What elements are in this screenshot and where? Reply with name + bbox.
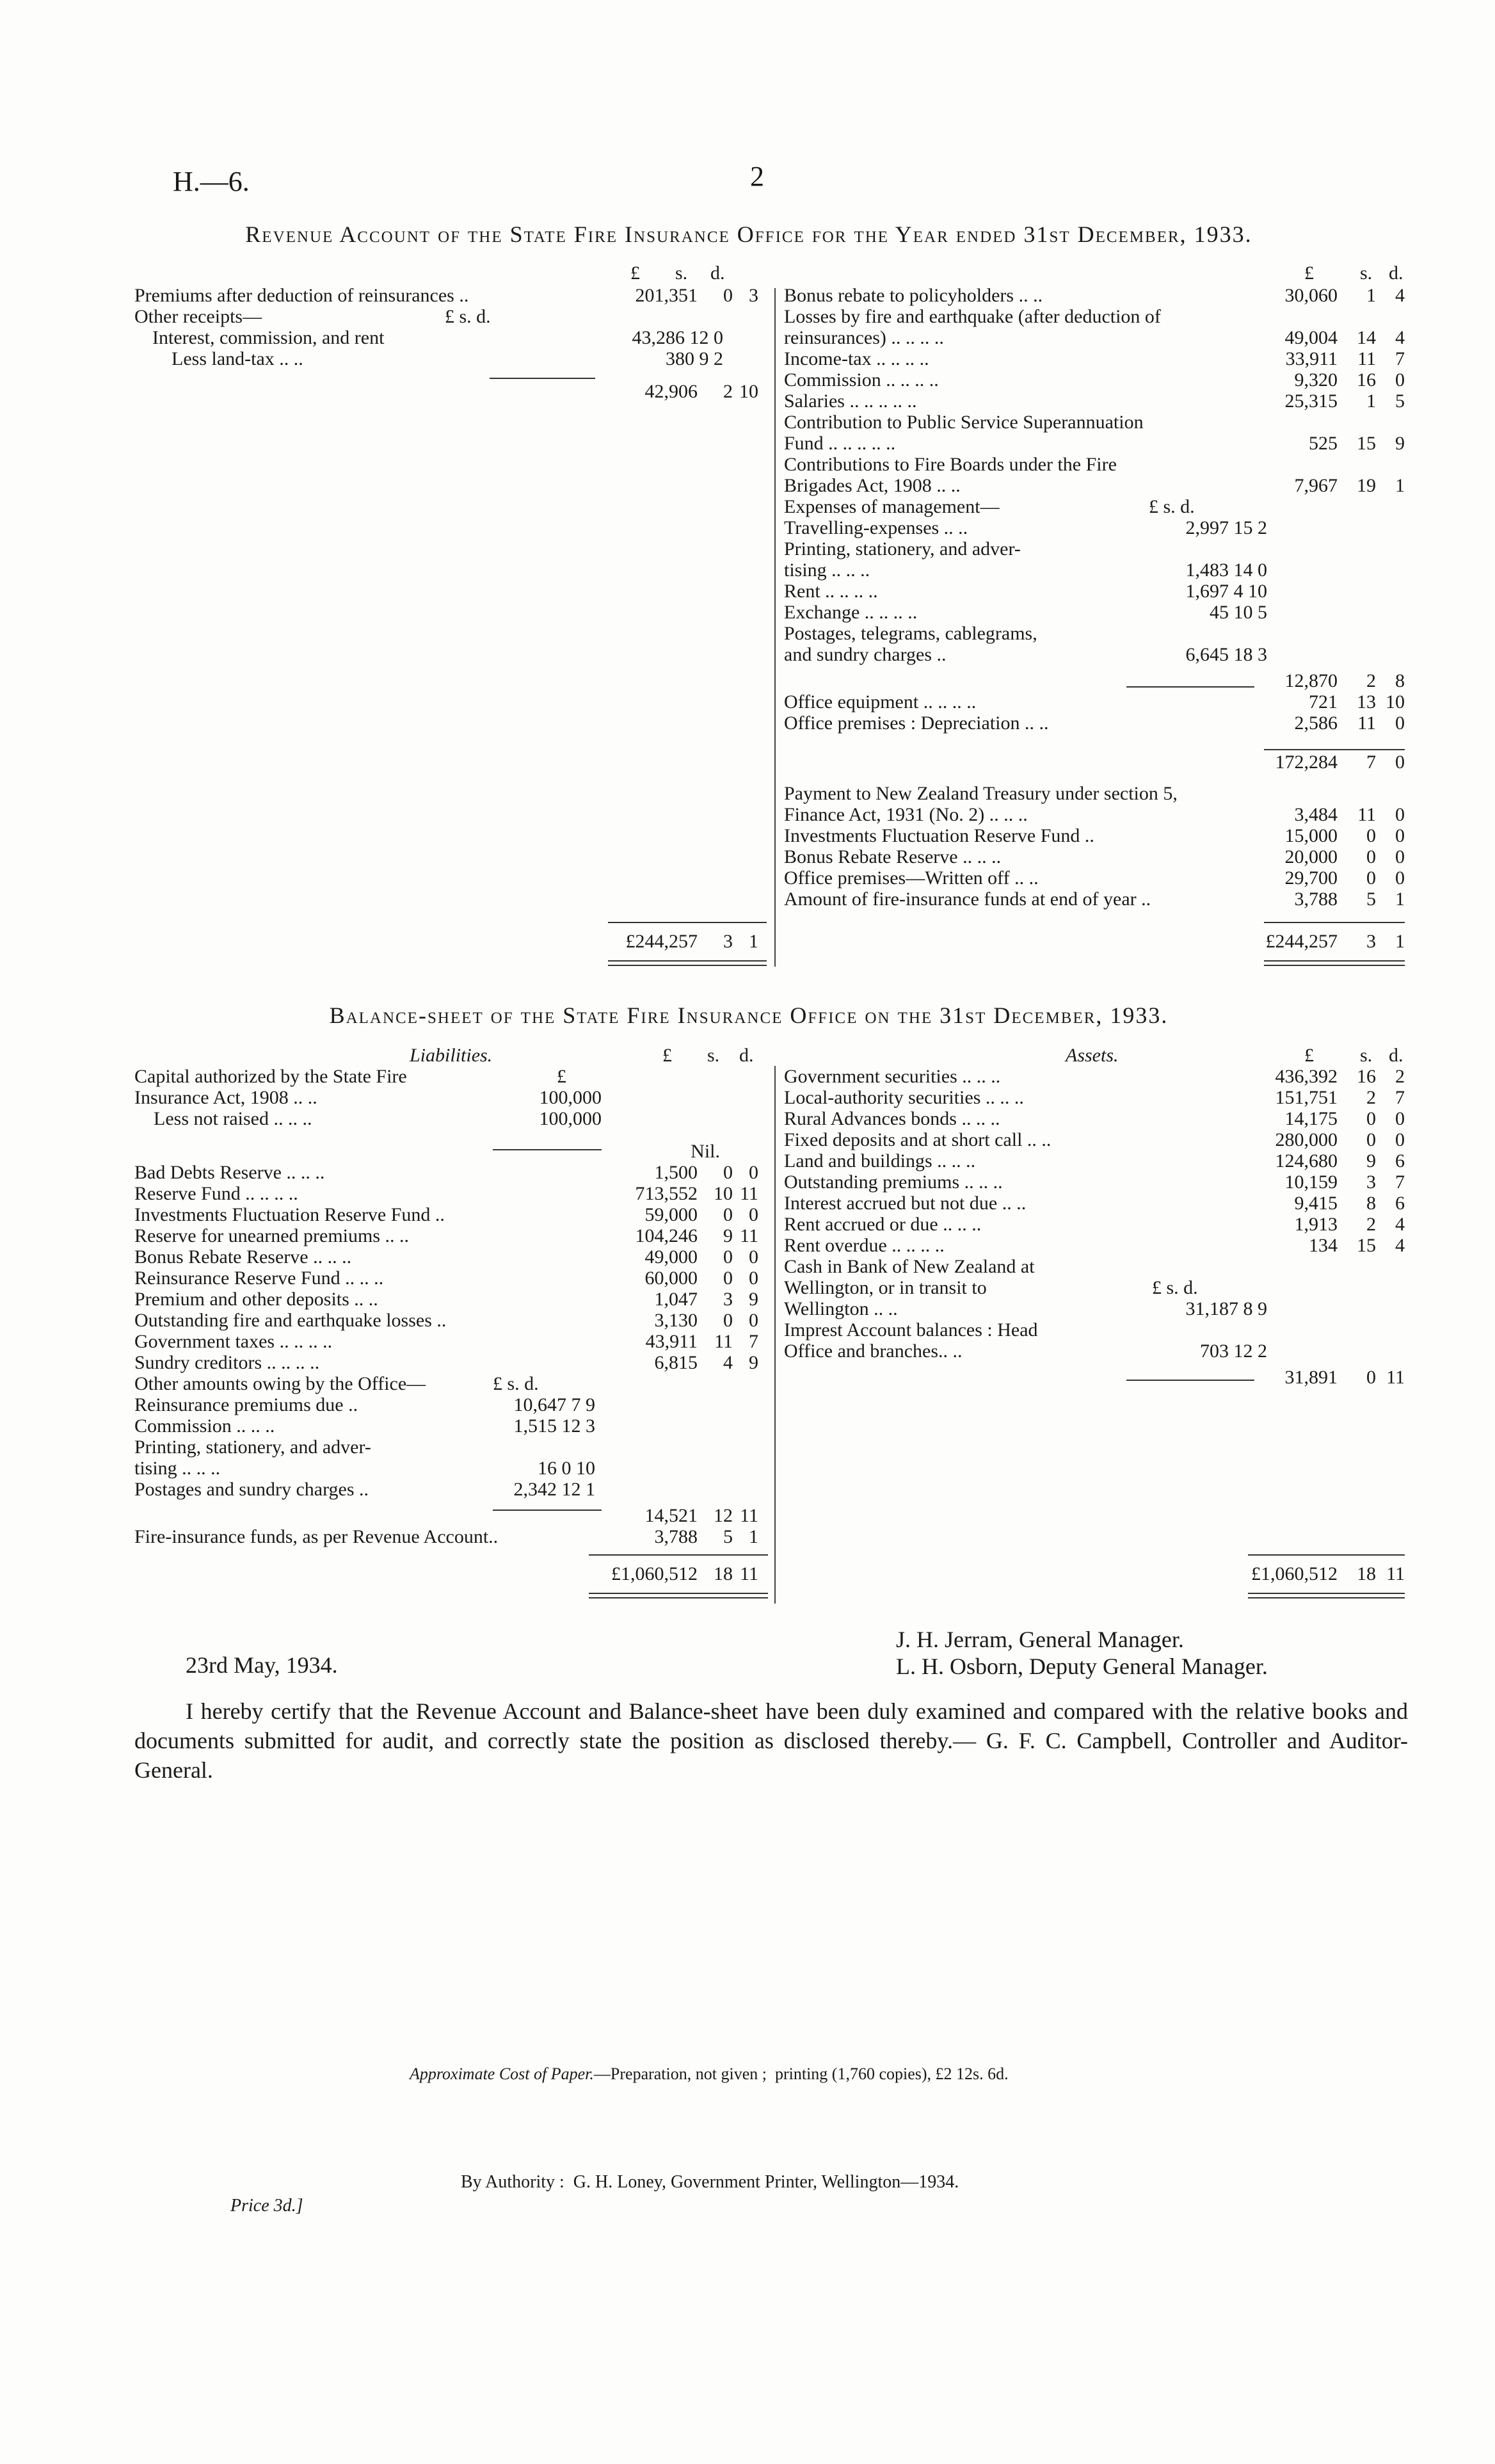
asset-item bbox=[784, 1172, 1411, 1193]
asset-item bbox=[784, 1214, 1411, 1235]
mgmt-item-label: and sundry charges .. bbox=[784, 644, 947, 665]
owing-item-amount: 1,515 12 3 bbox=[513, 1415, 595, 1437]
revenue-item bbox=[784, 454, 1411, 475]
revenue-item-d: 9 bbox=[1395, 433, 1405, 454]
asset-item-s: 2 bbox=[1366, 1214, 1376, 1235]
revenue-item-pounds: 29,700 bbox=[1284, 867, 1338, 889]
revenue-item-s: 13 bbox=[1357, 691, 1376, 713]
revenue-item-d: 4 bbox=[1395, 327, 1405, 348]
revenue-item bbox=[784, 475, 1411, 496]
balance-divider bbox=[774, 1066, 776, 1604]
revenue-item-d: 0 bbox=[1395, 713, 1405, 734]
right-total-row: £244,257 3 1 bbox=[1265, 931, 1405, 952]
mgmt-item bbox=[784, 602, 1411, 623]
asset-item bbox=[784, 1193, 1411, 1214]
owing-total-row: 14,521 12 11 bbox=[644, 1505, 758, 1526]
revenue-item bbox=[784, 804, 1411, 825]
revenue-divider bbox=[774, 288, 776, 967]
asset-item-label: Rural Advances bonds .. .. .. bbox=[784, 1108, 1000, 1129]
revenue-item-d: 7 bbox=[1395, 348, 1405, 369]
revenue-item-s: 14 bbox=[1357, 327, 1376, 348]
liability-item bbox=[134, 1268, 768, 1289]
assets-total-rule bbox=[1248, 1554, 1405, 1556]
capital-row-1: Capital authorized by the State Fire £ bbox=[134, 1066, 566, 1087]
revenue-item bbox=[784, 867, 1411, 889]
revenue-item-label: reinsurances) .. .. .. .. bbox=[784, 327, 944, 348]
liab-d-head: d. bbox=[739, 1045, 754, 1066]
liability-item-pounds: 49,000 bbox=[644, 1246, 698, 1268]
owing-item bbox=[134, 1458, 768, 1479]
revenue-item bbox=[784, 433, 1411, 454]
owing-head-row: Other amounts owing by the Office— £ s. d. bbox=[134, 1373, 539, 1394]
revenue-item-s: 16 bbox=[1357, 369, 1376, 391]
revenue-item-d: 0 bbox=[1395, 846, 1405, 867]
subtotal-rule bbox=[490, 378, 595, 379]
revenue-item-d: 0 bbox=[1395, 825, 1405, 846]
liability-item-s: 0 bbox=[723, 1204, 733, 1225]
signature-date: 23rd May, 1934. bbox=[186, 1652, 338, 1678]
liability-item bbox=[134, 1352, 768, 1373]
asset-item-label: Interest accrued but not due .. .. bbox=[784, 1193, 1027, 1214]
right-total-double-rule bbox=[1264, 960, 1405, 966]
right-subtotal-rule bbox=[1264, 749, 1405, 750]
asset-item-s: 3 bbox=[1366, 1172, 1376, 1193]
revenue-item bbox=[784, 825, 1411, 846]
printer-authority: By Authority : G. H. Loney, Government Printer, Wellington—1934. bbox=[461, 2172, 959, 2192]
liability-item-pounds: 1,047 bbox=[654, 1289, 698, 1310]
revenue-item-label: Bonus Rebate Reserve .. .. .. bbox=[784, 846, 1002, 867]
mgmt-head-row: Expenses of management— £ s. d. bbox=[784, 496, 1195, 517]
revenue-right-d-head: d. bbox=[1389, 262, 1403, 284]
revenue-item-pounds: 9,320 bbox=[1294, 369, 1338, 391]
assets-s-head: s. bbox=[1360, 1045, 1373, 1066]
revenue-item-d: 5 bbox=[1395, 391, 1405, 412]
liability-item-pounds: 59,000 bbox=[644, 1204, 698, 1225]
cash-row-2: Wellington, or in transit to £ s. d. bbox=[784, 1277, 1198, 1298]
revenue-item-label: Contributions to Fire Boards under the Fire bbox=[784, 454, 1117, 475]
revenue-item-pounds: 20,000 bbox=[1284, 846, 1338, 867]
asset-item-label: Rent overdue .. .. .. .. bbox=[784, 1235, 945, 1256]
revenue-item-label: Office premises : Depreciation .. .. bbox=[784, 713, 1049, 734]
mgmt-item-amount: 6,645 18 3 bbox=[1185, 644, 1267, 665]
deputy-manager-signature: L. H. Osborn, Deputy General Manager. bbox=[896, 1654, 1268, 1679]
asset-item-pounds: 280,000 bbox=[1275, 1129, 1338, 1150]
cost-of-paper: Approximate Cost of Paper.—Preparation, not given ; printing (1,760 copies), £2 12s. 6d. bbox=[410, 2065, 1009, 2083]
revenue-item-s: 11 bbox=[1357, 713, 1376, 734]
liability-item-label: Investments Fluctuation Reserve Fund .. bbox=[134, 1204, 445, 1225]
liability-item-s: 3 bbox=[723, 1289, 733, 1310]
liability-item bbox=[134, 1246, 768, 1268]
liability-item-d: 0 bbox=[749, 1204, 758, 1225]
revenue-item-pounds: 33,911 bbox=[1285, 348, 1338, 369]
revenue-item-label: Finance Act, 1931 (No. 2) .. .. .. bbox=[784, 804, 1028, 825]
asset-item-label: Local-authority securities .. .. .. bbox=[784, 1087, 1024, 1108]
owing-item bbox=[134, 1437, 768, 1458]
liability-item-pounds: 713,552 bbox=[635, 1183, 698, 1204]
revenue-item-pounds: 15,000 bbox=[1284, 825, 1338, 846]
revenue-left-s-head: s. bbox=[675, 262, 688, 284]
cash-rule bbox=[1126, 1380, 1254, 1381]
owing-item-label: Reinsurance premiums due .. bbox=[134, 1394, 358, 1415]
mgmt-total-row: 12,870 2 8 bbox=[1284, 670, 1405, 691]
revenue-item bbox=[784, 306, 1411, 327]
liability-item-label: Premium and other deposits .. .. bbox=[134, 1289, 378, 1310]
revenue-item-label: Contribution to Public Service Superannuation bbox=[784, 412, 1144, 433]
document-reference: H.—6. bbox=[173, 166, 250, 197]
liability-item-d: 11 bbox=[740, 1225, 758, 1246]
revenue-item-pounds: 2,586 bbox=[1294, 713, 1338, 734]
liability-item-s: 0 bbox=[723, 1310, 733, 1331]
revenue-item bbox=[784, 889, 1411, 910]
mgmt-item bbox=[784, 538, 1411, 560]
revenue-left-total bbox=[134, 931, 768, 952]
revenue-item-label: Investments Fluctuation Reserve Fund .. bbox=[784, 825, 1094, 846]
asset-item-d: 7 bbox=[1395, 1172, 1405, 1193]
liability-item-label: Reserve for unearned premiums .. .. bbox=[134, 1225, 410, 1246]
liability-item bbox=[134, 1183, 768, 1204]
cash-row-4: Imprest Account balances : Head bbox=[784, 1319, 1038, 1341]
revenue-item-d: 4 bbox=[1395, 285, 1405, 306]
mgmt-item-label: Travelling-expenses .. .. bbox=[784, 517, 968, 538]
revenue-item-pounds: 3,788 bbox=[1294, 889, 1338, 910]
revenue-left bbox=[134, 285, 768, 402]
mgmt-item-label: Printing, stationery, and adver- bbox=[784, 538, 1021, 560]
revenue-right-total bbox=[784, 931, 1411, 952]
liability-item-s: 10 bbox=[714, 1183, 733, 1204]
revenue-item bbox=[784, 412, 1411, 433]
revenue-item-label: Bonus rebate to policyholders .. .. bbox=[784, 285, 1043, 306]
interest-row: Interest, commission, and rent 43,286 12 0 bbox=[152, 327, 723, 348]
liability-item-label: Bonus Rebate Reserve .. .. .. bbox=[134, 1246, 352, 1268]
revenue-item-label: Office equipment .. .. .. .. bbox=[784, 691, 977, 713]
asset-item-d: 6 bbox=[1395, 1193, 1405, 1214]
liability-item-s: 4 bbox=[723, 1352, 733, 1373]
liab-pound-head: £ bbox=[662, 1045, 672, 1066]
revenue-item-pounds: 49,004 bbox=[1284, 327, 1338, 348]
revenue-item-pounds: 721 bbox=[1309, 691, 1338, 713]
assets-total-row: £1,060,512 18 11 bbox=[1251, 1563, 1405, 1584]
liability-item-pounds: 6,815 bbox=[654, 1352, 698, 1373]
assets-total bbox=[784, 1563, 1411, 1584]
owing-item bbox=[134, 1415, 768, 1437]
asset-item-pounds: 124,680 bbox=[1275, 1150, 1338, 1172]
asset-item-pounds: 10,159 bbox=[1284, 1172, 1338, 1193]
mgmt-item-amount: 2,997 15 2 bbox=[1185, 517, 1267, 538]
left-total-row: £244,257 3 1 bbox=[625, 931, 758, 952]
liability-item-d: 0 bbox=[749, 1246, 758, 1268]
liability-item bbox=[134, 1310, 768, 1331]
revenue-item-pounds: 25,315 bbox=[1284, 391, 1338, 412]
revenue-item-pounds: 30,060 bbox=[1284, 285, 1338, 306]
liability-item-pounds: 3,130 bbox=[654, 1310, 698, 1331]
audit-certificate: I hereby certify that the Revenue Account and Balance-sheet have been duly examined and compared with the relative books and documents submitted for audit, and correctly state the position as disclosed thereby.— G. F. C. Campbell, Controller and Auditor-General. bbox=[134, 1698, 1408, 1783]
asset-item-s: 15 bbox=[1357, 1235, 1376, 1256]
price: Price 3d.] bbox=[230, 2196, 303, 2216]
asset-item-label: Rent accrued or due .. .. .. bbox=[784, 1214, 982, 1235]
funds-row: Fire-insurance funds, as per Revenue Account.. 3,788 5 1 bbox=[134, 1526, 758, 1547]
mgmt-item bbox=[784, 560, 1411, 581]
asset-item-s: 16 bbox=[1357, 1066, 1376, 1087]
asset-item-pounds: 151,751 bbox=[1275, 1087, 1338, 1108]
revenue-item-s: 1 bbox=[1366, 391, 1376, 412]
liabilities bbox=[134, 1066, 768, 1547]
left-total-double-rule bbox=[608, 960, 767, 966]
liability-item-d: 7 bbox=[749, 1331, 758, 1352]
asset-item bbox=[784, 1108, 1411, 1129]
revenue-item-label: Payment to New Zealand Treasury under section 5, bbox=[784, 783, 1178, 804]
revenue-item-label: Fund .. .. .. .. .. bbox=[784, 433, 896, 454]
asset-item-pounds: 1,913 bbox=[1294, 1214, 1338, 1235]
liab-s-head: s. bbox=[707, 1045, 720, 1066]
liability-item-label: Bad Debts Reserve .. .. .. bbox=[134, 1162, 325, 1183]
liability-item-s: 0 bbox=[723, 1268, 733, 1289]
mgmt-item-label: Exchange .. .. .. .. bbox=[784, 602, 918, 623]
page-number: 2 bbox=[750, 161, 764, 192]
asset-item-s: 0 bbox=[1366, 1129, 1376, 1150]
revenue-item-label: Salaries .. .. .. .. .. bbox=[784, 391, 917, 412]
revenue-item-s: 19 bbox=[1357, 475, 1376, 496]
liab-total-row: £1,060,512 18 11 bbox=[611, 1563, 758, 1584]
asset-item-d: 6 bbox=[1395, 1150, 1405, 1172]
mgmt-item-label: tising .. .. .. bbox=[784, 560, 870, 581]
revenue-right-s-head: s. bbox=[1360, 262, 1373, 284]
revenue-item-pounds: 7,967 bbox=[1294, 475, 1338, 496]
land-tax-row: Less land-tax .. .. 380 9 2 bbox=[172, 348, 723, 369]
liability-item-d: 11 bbox=[740, 1183, 758, 1204]
revenue-item-d: 10 bbox=[1386, 691, 1405, 713]
capital-rule bbox=[493, 1149, 602, 1150]
asset-item-s: 0 bbox=[1366, 1108, 1376, 1129]
revenue-item-label: Income-tax .. .. .. .. bbox=[784, 348, 929, 369]
mgmt-item-label: Rent .. .. .. .. bbox=[784, 581, 878, 602]
liability-item-label: Reserve Fund .. .. .. .. bbox=[134, 1183, 298, 1204]
liability-item-s: 9 bbox=[723, 1225, 733, 1246]
revenue-item-s: 15 bbox=[1357, 433, 1376, 454]
liability-item-d: 0 bbox=[749, 1162, 758, 1183]
liability-item-label: Reinsurance Reserve Fund .. .. .. bbox=[134, 1268, 384, 1289]
revenue-item-d: 0 bbox=[1395, 804, 1405, 825]
asset-item bbox=[784, 1150, 1411, 1172]
liability-item bbox=[134, 1225, 768, 1246]
revenue-item-d: 1 bbox=[1395, 889, 1405, 910]
revenue-item bbox=[784, 327, 1411, 348]
liability-item-s: 0 bbox=[723, 1162, 733, 1183]
asset-item-label: Land and buildings .. .. .. bbox=[784, 1150, 976, 1172]
asset-item bbox=[784, 1066, 1411, 1087]
revenue-left-d-head: d. bbox=[710, 262, 725, 284]
revenue-item bbox=[784, 348, 1411, 369]
liability-item-pounds: 60,000 bbox=[644, 1268, 698, 1289]
asset-item-label: Fixed deposits and at short call .. .. bbox=[784, 1129, 1051, 1150]
liability-item-s: 0 bbox=[723, 1246, 733, 1268]
other-receipts-row: Other receipts— £ s. d. bbox=[134, 306, 491, 327]
liability-item-label: Outstanding fire and earthquake losses .. bbox=[134, 1310, 447, 1331]
cash-total-row: 31,891 0 11 bbox=[1284, 1367, 1405, 1388]
liability-item-d: 0 bbox=[749, 1310, 758, 1331]
mgmt-item-label: Postages, telegrams, cablegrams, bbox=[784, 623, 1037, 644]
revenue-item bbox=[784, 783, 1411, 804]
capital-row-3: Less not raised .. .. .. 100,000 bbox=[154, 1108, 602, 1129]
asset-item bbox=[784, 1087, 1411, 1108]
cash-row-5: Office and branches.. .. 703 12 2 bbox=[784, 1341, 1267, 1362]
mgmt-item bbox=[784, 644, 1411, 665]
asset-item-pounds: 436,392 bbox=[1275, 1066, 1338, 1087]
revenue-item-label: Amount of fire-insurance funds at end of year .. bbox=[784, 889, 1151, 910]
asset-item-label: Outstanding premiums .. .. .. bbox=[784, 1172, 1003, 1193]
liability-item-d: 0 bbox=[749, 1268, 758, 1289]
mgmt-item-amount: 1,697 4 10 bbox=[1185, 581, 1267, 602]
asset-item-d: 7 bbox=[1395, 1087, 1405, 1108]
owing-item-amount: 2,342 12 1 bbox=[513, 1479, 595, 1500]
asset-item-d: 0 bbox=[1395, 1129, 1405, 1150]
liability-item-pounds: 1,500 bbox=[654, 1162, 698, 1183]
right-total-rule bbox=[1264, 922, 1405, 923]
revenue-item-s: 0 bbox=[1366, 846, 1376, 867]
subtotal-row: 172,284 7 0 bbox=[1275, 752, 1405, 773]
revenue-item bbox=[784, 691, 1411, 713]
revenue-item bbox=[784, 846, 1411, 867]
revenue-item-label: Commission .. .. .. .. bbox=[784, 369, 939, 391]
asset-item-pounds: 9,415 bbox=[1294, 1193, 1338, 1214]
general-manager-signature: J. H. Jerram, General Manager. bbox=[896, 1627, 1184, 1652]
mgmt-item bbox=[784, 623, 1411, 644]
revenue-left-pound-head: £ bbox=[630, 262, 640, 284]
cash-row-1: Cash in Bank of New Zealand at bbox=[784, 1256, 1035, 1277]
revenue-item bbox=[784, 369, 1411, 391]
other-receipts-net-row: 42,906 2 10 bbox=[644, 381, 758, 402]
liability-item bbox=[134, 1331, 768, 1352]
owing-item-amount: 10,647 7 9 bbox=[513, 1394, 595, 1415]
revenue-item-s: 0 bbox=[1366, 825, 1376, 846]
left-total-rule bbox=[608, 922, 767, 923]
owing-rule bbox=[493, 1510, 602, 1511]
revenue-item-s: 11 bbox=[1357, 804, 1376, 825]
revenue-item-label: Office premises—Written off .. .. bbox=[784, 867, 1039, 889]
revenue-item bbox=[784, 285, 1411, 306]
asset-item-d: 4 bbox=[1395, 1235, 1405, 1256]
revenue-item-pounds: 525 bbox=[1309, 433, 1338, 454]
mgmt-item-amount: 1,483 14 0 bbox=[1185, 560, 1267, 581]
revenue-right bbox=[784, 285, 1411, 910]
premiums-row: Premiums after deduction of reinsurances .. 201,351 0 3 bbox=[134, 285, 758, 306]
owing-item-label: Commission .. .. .. bbox=[134, 1415, 275, 1437]
revenue-item-label: Brigades Act, 1908 .. .. bbox=[784, 475, 961, 496]
asset-item-pounds: 134 bbox=[1309, 1235, 1338, 1256]
revenue-item-label: Losses by fire and earthquake (after deduction of bbox=[784, 306, 1161, 327]
asset-item-label: Government securities .. .. .. bbox=[784, 1066, 1001, 1087]
cash-row-3: Wellington .. .. 31,187 8 9 bbox=[784, 1298, 1267, 1319]
liability-item-d: 9 bbox=[749, 1289, 758, 1310]
asset-item-s: 9 bbox=[1366, 1150, 1376, 1172]
revenue-item-s: 1 bbox=[1366, 285, 1376, 306]
revenue-item-s: 5 bbox=[1366, 889, 1376, 910]
liab-total-double-rule bbox=[589, 1593, 768, 1598]
mgmt-item-amount: 45 10 5 bbox=[1210, 602, 1267, 623]
assets-total-double-rule bbox=[1248, 1593, 1405, 1598]
mgmt-item bbox=[784, 517, 1411, 538]
revenue-item-d: 0 bbox=[1395, 867, 1405, 889]
asset-item-s: 8 bbox=[1366, 1193, 1376, 1214]
owing-item-label: Postages and sundry charges .. bbox=[134, 1479, 369, 1500]
liability-item-d: 9 bbox=[749, 1352, 758, 1373]
asset-item bbox=[784, 1129, 1411, 1150]
liab-total-rule bbox=[589, 1554, 768, 1556]
revenue-item-d: 1 bbox=[1395, 475, 1405, 496]
asset-item-d: 4 bbox=[1395, 1214, 1405, 1235]
liab-total bbox=[134, 1563, 768, 1584]
liability-item-label: Sundry creditors .. .. .. .. bbox=[134, 1352, 320, 1373]
revenue-item-s: 0 bbox=[1366, 867, 1376, 889]
owing-item-label: tising .. .. .. bbox=[134, 1458, 221, 1479]
assets bbox=[784, 1066, 1411, 1388]
mgmt-rule bbox=[1126, 686, 1254, 688]
revenue-item bbox=[784, 713, 1411, 734]
asset-item-d: 2 bbox=[1395, 1066, 1405, 1087]
mgmt-item bbox=[784, 581, 1411, 602]
capital-row-2: Insurance Act, 1908 .. .. 100,000 bbox=[134, 1087, 602, 1108]
owing-item bbox=[134, 1479, 768, 1500]
capital-nil-row: Nil. bbox=[691, 1141, 720, 1162]
liability-item bbox=[134, 1204, 768, 1225]
revenue-item-d: 0 bbox=[1395, 369, 1405, 391]
revenue-item-s: 11 bbox=[1357, 348, 1376, 369]
asset-item-d: 0 bbox=[1395, 1108, 1405, 1129]
liability-item-s: 11 bbox=[714, 1331, 733, 1352]
balance-title: Balance-sheet of the State Fire Insurance Office on the 31st December, 1933. bbox=[329, 1003, 1169, 1028]
asset-item-s: 2 bbox=[1366, 1087, 1376, 1108]
revenue-right-pound-head: £ bbox=[1304, 262, 1314, 284]
owing-item-amount: 16 0 10 bbox=[538, 1458, 595, 1479]
liability-item-pounds: 104,246 bbox=[635, 1225, 698, 1246]
assets-heading: Assets. bbox=[1066, 1045, 1119, 1066]
revenue-item-pounds: 3,484 bbox=[1294, 804, 1338, 825]
liability-item-pounds: 43,911 bbox=[645, 1331, 698, 1352]
asset-item-pounds: 14,175 bbox=[1284, 1108, 1338, 1129]
liability-item bbox=[134, 1162, 768, 1183]
liabilities-heading: Liabilities. bbox=[410, 1045, 493, 1066]
liability-item bbox=[134, 1289, 768, 1310]
revenue-item bbox=[784, 391, 1411, 412]
owing-item-label: Printing, stationery, and adver- bbox=[134, 1437, 371, 1458]
assets-d-head: d. bbox=[1389, 1045, 1403, 1066]
owing-item bbox=[134, 1394, 768, 1415]
asset-item bbox=[784, 1235, 1411, 1256]
revenue-title: Revenue Account of the State Fire Insurance Office for the Year ended 31st December, 1933. bbox=[245, 221, 1252, 247]
assets-pound-head: £ bbox=[1304, 1045, 1314, 1066]
liability-item-label: Government taxes .. .. .. .. bbox=[134, 1331, 333, 1352]
